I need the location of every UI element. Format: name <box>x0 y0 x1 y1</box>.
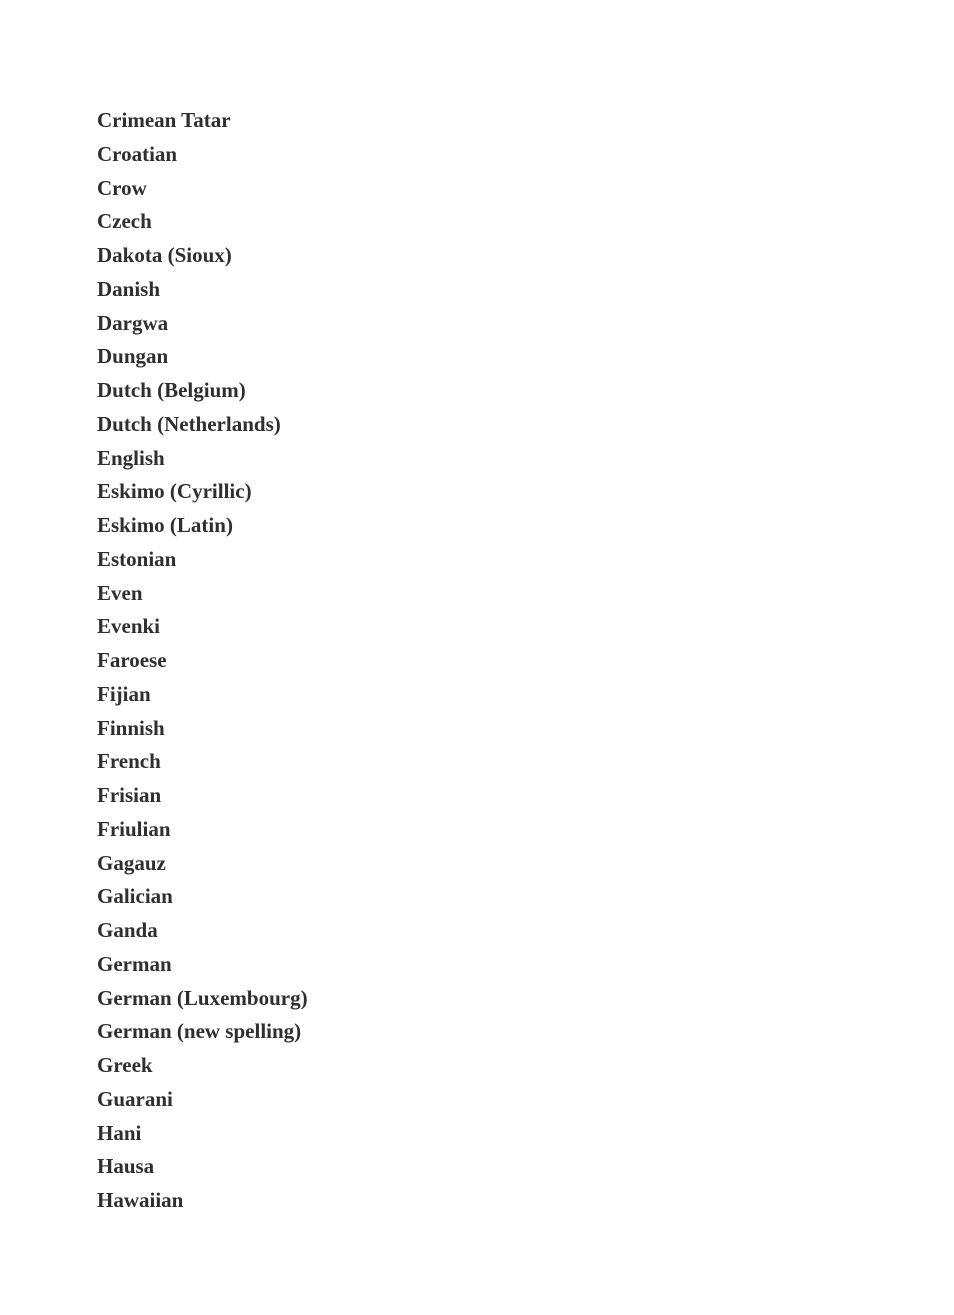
language-item: Frisian <box>97 783 162 807</box>
language-item: Galician <box>97 884 173 909</box>
language-item: German (Luxembourg) <box>97 985 308 1010</box>
language-item: Gagauz <box>97 850 166 875</box>
language-item: Eskimo (Cyrillic) <box>97 479 252 504</box>
language-list <box>97 104 308 1218</box>
language-item: Even <box>97 580 143 605</box>
language-item: German <box>97 951 172 976</box>
language-item: Croatian <box>97 141 178 166</box>
language-item: Crow <box>97 175 147 200</box>
language-item: French <box>97 749 161 774</box>
language-item: Estonian <box>97 546 177 571</box>
language-item: Greek <box>97 1053 153 1077</box>
language-item: Hani <box>97 1120 142 1145</box>
language-item: Hausa <box>97 1154 155 1179</box>
language-item: Evenki <box>97 614 161 639</box>
language-item: Crimean Tatar <box>97 108 231 132</box>
language-item: Finnish <box>97 715 165 740</box>
language-item: Dutch (Netherlands) <box>97 411 281 436</box>
language-item: Czech <box>97 209 152 234</box>
language-item: Danish <box>97 276 161 301</box>
language-item: Hawaiian <box>97 1188 184 1212</box>
language-item: Dakota (Sioux) <box>97 243 232 267</box>
language-item: Dutch (Belgium) <box>97 378 246 402</box>
language-item: Friulian <box>97 816 171 841</box>
language-item: Eskimo (Latin) <box>97 513 233 537</box>
language-item: Ganda <box>97 918 158 942</box>
language-item: Fijian <box>97 681 151 706</box>
language-item: Guarani <box>97 1086 173 1111</box>
language-item: Dargwa <box>97 310 169 335</box>
language-item: Faroese <box>97 648 167 672</box>
language-item: Dungan <box>97 344 169 369</box>
language-item: German (new spelling) <box>97 1019 302 1044</box>
language-item: English <box>97 445 165 470</box>
